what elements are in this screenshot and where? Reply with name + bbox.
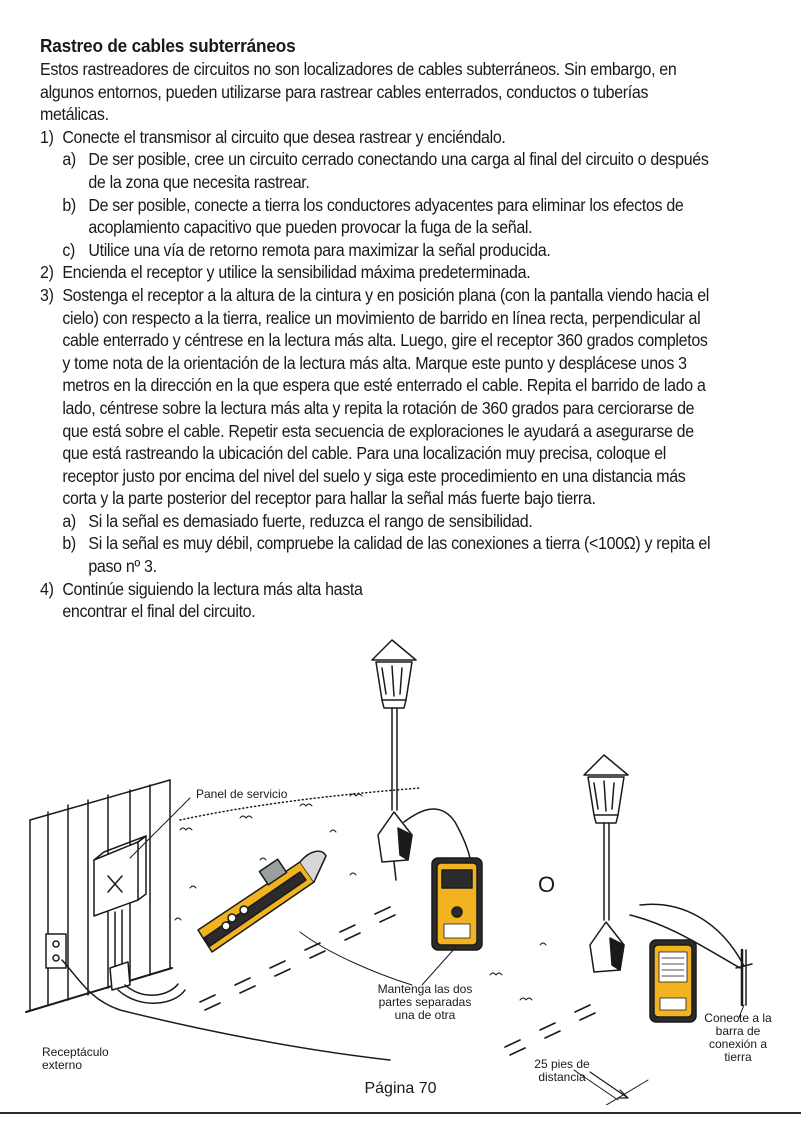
- substep-letter: a): [62, 510, 76, 531]
- step-text: Sostenga el receptor a la altura de la cintura y en posición plana (con la pantalla viendo hacia el cielo) con respecto a la tierra, realice un movimiento de barrido en línea recta, perpendicular al cable enterrado y céntrese en la lectura más alta. Luego, gire el receptor 360 grados completos y tome nota de la orientación de la lectura más alta. Marque este punto y desplácese unos 3 metros en la dirección en la que espera que esté enterrado el cable. Repita el barrido de lado a lado, céntrese sobre la lectura más alta y repita la rotación de 360 grados para cerciorarse de que está sobre el cable. Repetir esta secuencia de exploraciones le ayudará a asegurarse de que está rastreando la ubicación del cable. Para una localización muy precisa, coloque el receptor justo por encima del nivel del suelo y siga este procedimiento en una distancia más corta y la parte posterior del receptor para hallar la señal más fuerte bajo tierra.: [62, 284, 709, 509]
- label-or: O: [538, 872, 556, 897]
- page-title: Rastreo de cables subterráneos: [40, 35, 296, 56]
- tracing-illustration: [0, 625, 801, 1105]
- step-number: 1): [40, 126, 54, 147]
- transmitter-device-left: [432, 858, 482, 950]
- step-number: 4): [40, 578, 54, 599]
- lamp-post-left: [372, 640, 416, 880]
- lamp-post-right: [584, 755, 628, 972]
- label-receptacle: Receptáculo externo: [42, 1045, 109, 1072]
- step-3b: [62, 532, 719, 577]
- step-text: Conecte el transmisor al circuito que desea rastrear y enciéndalo.: [62, 126, 506, 147]
- step-1a: [62, 148, 719, 193]
- ground-rod: [736, 950, 752, 1005]
- substep-text: De ser posible, cree un circuito cerrado conectando una carga al final del circuito o después de la zona que necesita rastrear.: [88, 149, 709, 192]
- label-distance: 25 pies de distancia: [534, 1057, 590, 1084]
- substep-letter: c): [62, 239, 75, 260]
- buried-cable-right: [505, 1005, 595, 1055]
- grass-texture: [175, 794, 546, 1000]
- step-2: [40, 261, 719, 284]
- step-1: [40, 126, 719, 149]
- intro-paragraph: Estos rastreadores de circuitos no son localizadores de cables subterráneos. Sin embargo, en algunos entornos, pueden utilizarse para rastrear cables enterrados, conductos o tuberías metálicas.: [40, 59, 677, 125]
- step-1b: [62, 194, 719, 239]
- substep-letter: b): [62, 194, 76, 215]
- step-1c: [62, 239, 719, 262]
- bottom-divider: [0, 1112, 801, 1114]
- conduit: [110, 642, 185, 1003]
- transmitter-device-right: [650, 940, 696, 1022]
- page-number: Página 70: [364, 1080, 437, 1097]
- step-text: Encienda el receptor y utilice la sensibilidad máxima predeterminada.: [62, 262, 531, 283]
- step-3a: [62, 510, 719, 533]
- service-panel: [94, 836, 146, 916]
- step-3: [40, 284, 719, 510]
- substep-text: De ser posible, conecte a tierra los conductores adyacentes para eliminar los efectos de acoplamiento capacitivo que pueden provocar la fuga de la señal.: [88, 194, 684, 238]
- external-receptacle: [46, 934, 390, 1060]
- step-text: Continúe siguiendo la lectura más alta hasta encontrar el final del circuito.: [62, 578, 363, 622]
- substep-letter: a): [62, 149, 76, 170]
- step-number: 2): [40, 262, 54, 283]
- substep-text: Si la señal es muy débil, compruebe la calidad de las conexiones a tierra (<100Ω) y repita el paso nº 3.: [88, 533, 711, 577]
- substep-text: Si la señal es demasiado fuerte, reduzca el rango de sensibilidad.: [88, 510, 533, 531]
- label-keep-separate: Mantenga las dos partes separadas una de otra: [377, 982, 473, 1022]
- label-ground-rod: Conecte a la barra de conexión a tierra: [704, 1011, 772, 1064]
- step-number: 3): [40, 284, 54, 305]
- step-4: [40, 578, 719, 623]
- label-service-panel: Panel de servicio: [196, 787, 288, 801]
- instruction-text: [40, 34, 719, 623]
- substep-letter: b): [62, 533, 76, 554]
- substep-text: Utilice una vía de retorno remota para maximizar la señal producida.: [88, 239, 551, 260]
